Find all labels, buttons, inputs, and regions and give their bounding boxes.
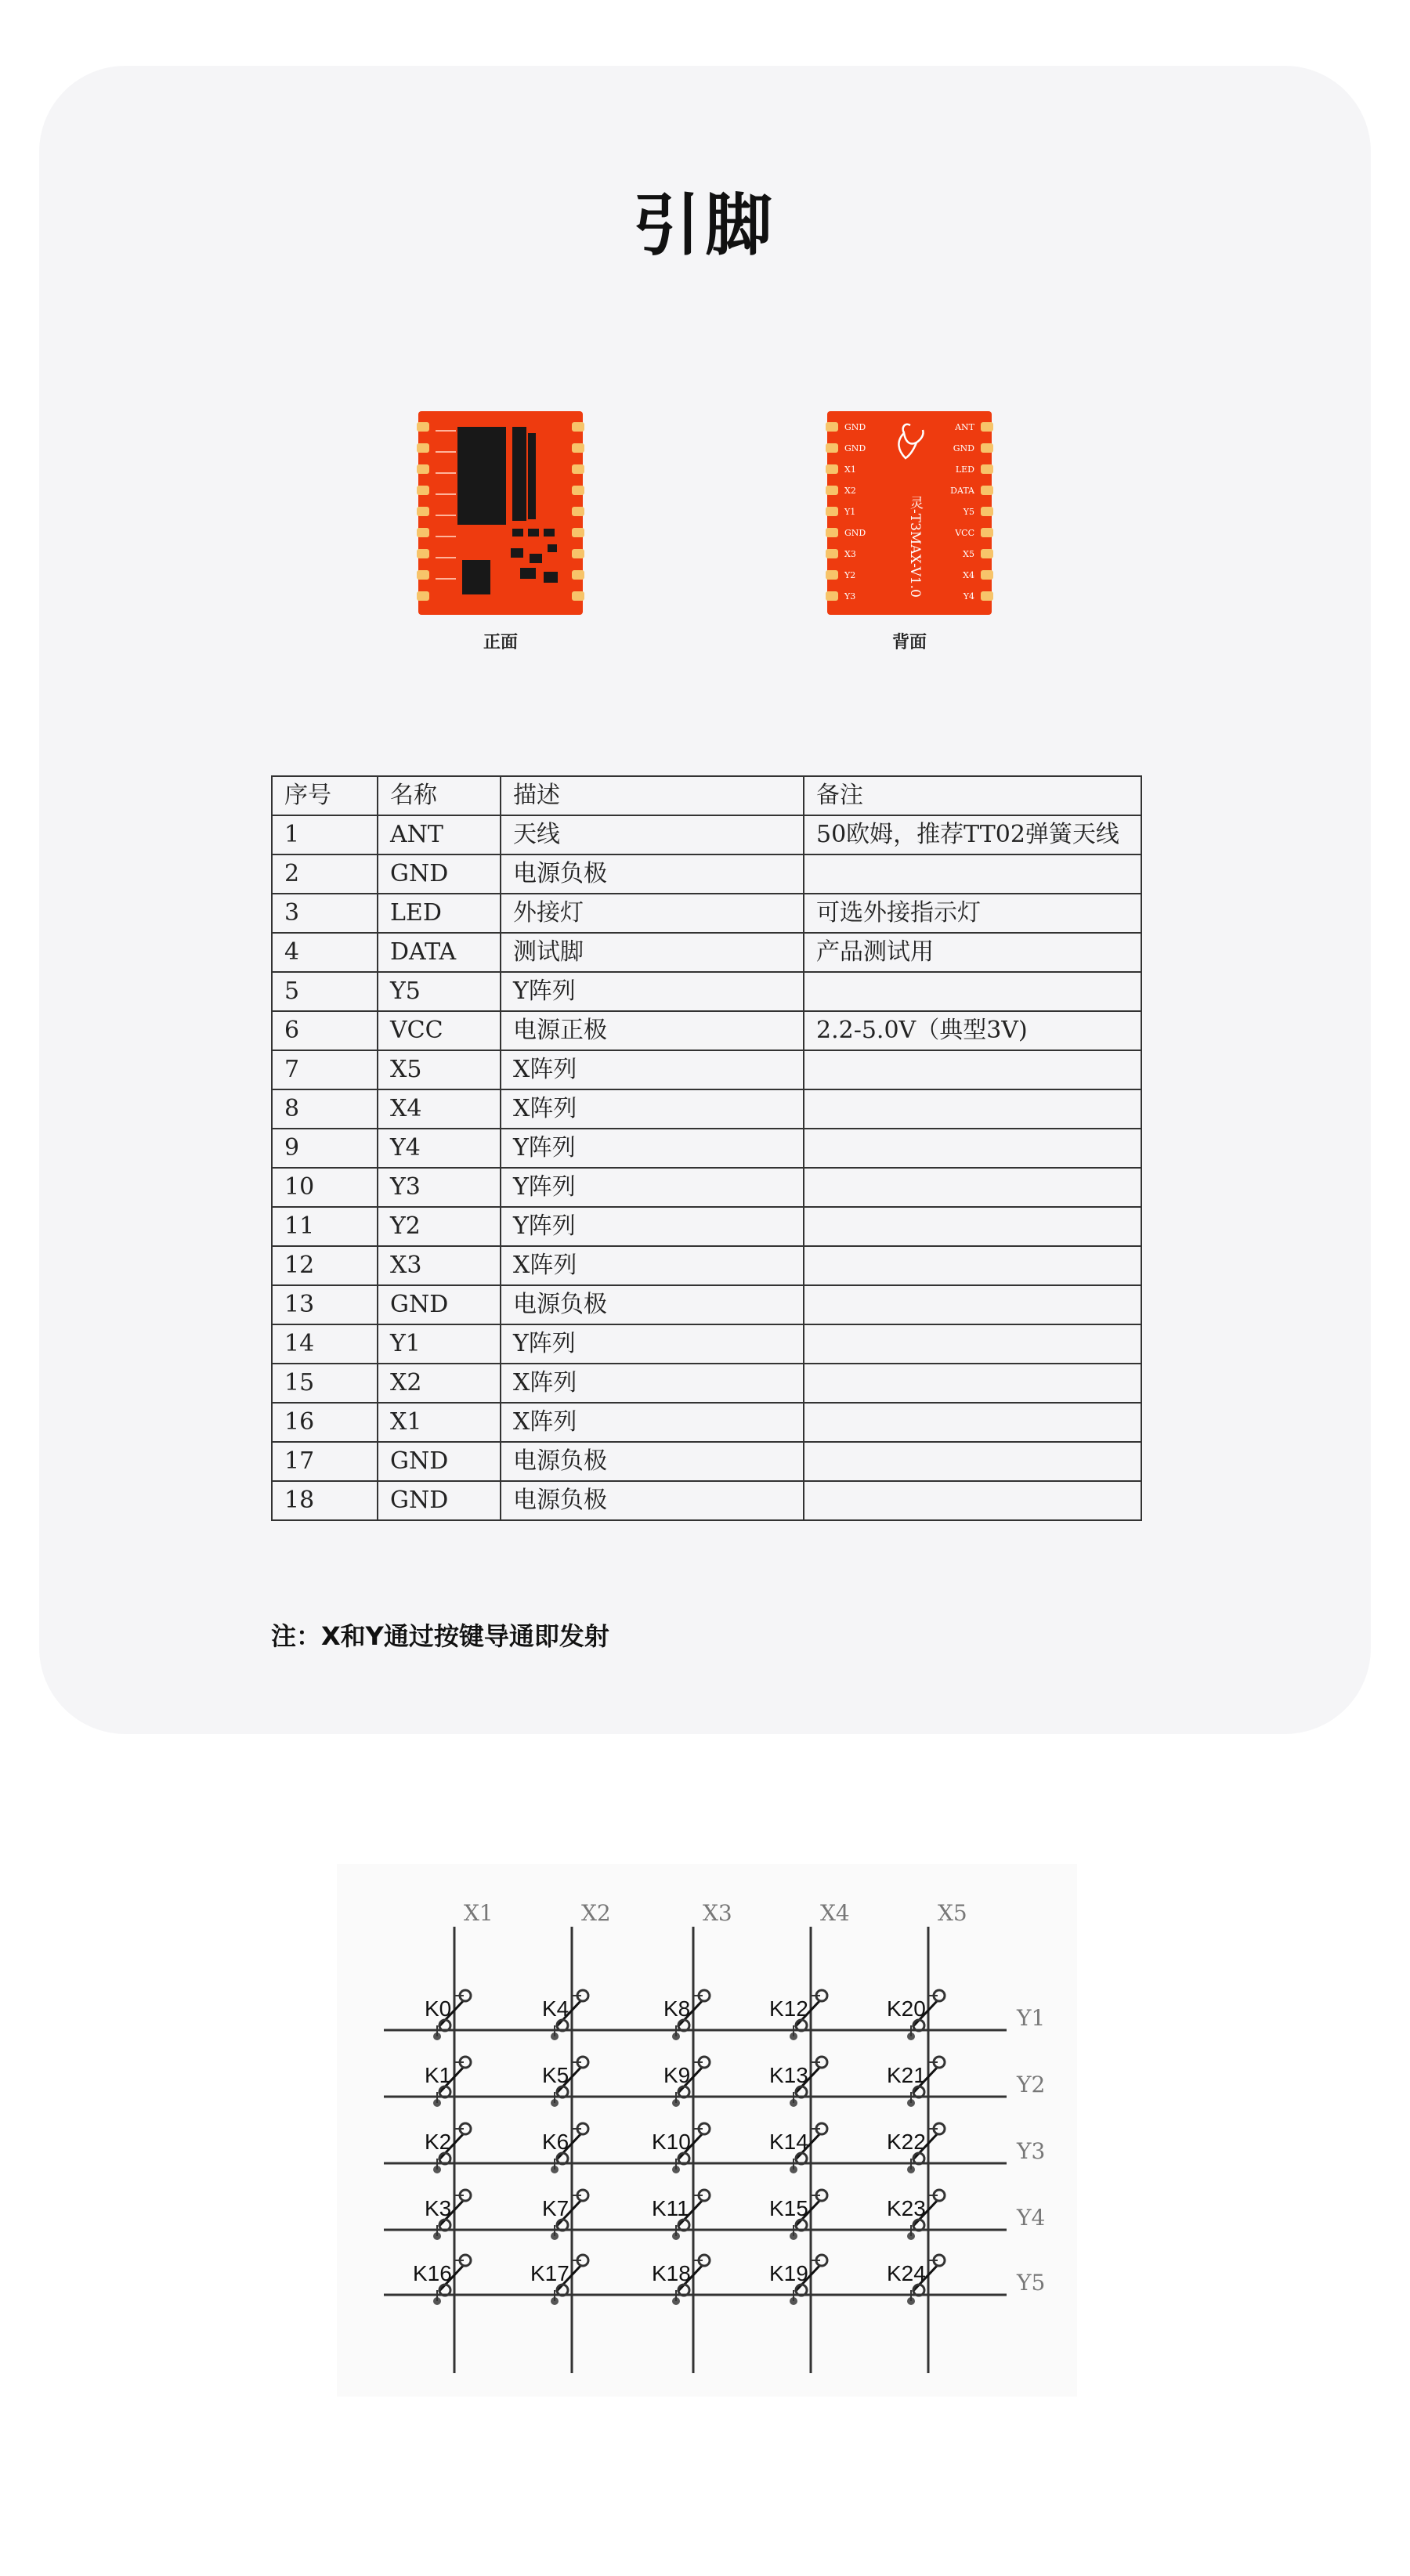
pin-index-cell: 13 [272, 1285, 378, 1324]
silk-label-left: GND [844, 528, 866, 538]
silk-label-left: X2 [844, 486, 856, 496]
table-row [272, 972, 1141, 1011]
silk-label-right: Y5 [963, 507, 974, 517]
pin-remark-cell [804, 972, 1141, 1011]
table-header-row [272, 776, 1141, 815]
pin-remark-cell [804, 1285, 1141, 1324]
table-row [272, 1246, 1141, 1285]
silk-label-left: Y2 [844, 570, 856, 580]
column-label: X5 [938, 1900, 967, 1926]
header-name: 名称 [378, 776, 501, 815]
pin-description-cell: 电源负极 [501, 854, 804, 894]
pin-name-cell: GND [378, 1442, 501, 1481]
pin-description-cell: 电源负极 [501, 1481, 804, 1520]
castellated-pad [572, 591, 584, 601]
key-label: K11 [652, 2196, 689, 2220]
resistor-array [512, 427, 526, 521]
pin-description-cell: 电源负极 [501, 1442, 804, 1481]
row-label: Y2 [1017, 2072, 1046, 2097]
header-description: 描述 [501, 776, 804, 815]
pin-description-cell: 电源负极 [501, 1285, 804, 1324]
key-label: K19 [769, 2261, 808, 2285]
table-row [272, 894, 1141, 933]
key-label: K16 [413, 2261, 452, 2285]
pin-name-cell: Y3 [378, 1168, 501, 1207]
ic-chip [457, 427, 506, 525]
pin-index-cell: 1 [272, 815, 378, 854]
castellated-pad [417, 549, 429, 558]
pin-name-cell: GND [378, 1481, 501, 1520]
table-row [272, 1442, 1141, 1481]
pin-name-cell: Y1 [378, 1324, 501, 1364]
castellated-pad [981, 443, 993, 453]
pin-name-cell: Y5 [378, 972, 501, 1011]
pin-remark-cell [804, 1129, 1141, 1168]
castellated-pad [417, 591, 429, 601]
pin-remark-cell [804, 1207, 1141, 1246]
key-label: K22 [887, 2130, 926, 2154]
pin-description-cell: Y阵列 [501, 972, 804, 1011]
pin-description-cell: X阵列 [501, 1246, 804, 1285]
key-label: K2 [425, 2130, 452, 2154]
key-label: K15 [769, 2196, 808, 2220]
row-label: Y1 [1017, 2005, 1046, 2031]
pin-remark-cell [804, 1481, 1141, 1520]
silk-label-right: DATA [950, 486, 974, 496]
table-row [272, 1089, 1141, 1129]
table-row [272, 1285, 1141, 1324]
pin-name-cell: X3 [378, 1246, 501, 1285]
table-row [272, 1050, 1141, 1089]
pin-name-cell: X2 [378, 1364, 501, 1403]
pin-description-cell: Y阵列 [501, 1129, 804, 1168]
pcb-trace [436, 536, 456, 537]
silk-label-left: Y1 [844, 507, 856, 517]
castellated-pad [417, 528, 429, 537]
castellated-pad [981, 422, 993, 432]
column-label: X1 [464, 1900, 494, 1926]
pin-index-cell: 16 [272, 1403, 378, 1442]
key-label: K20 [887, 1996, 926, 2021]
pcb-trace [436, 472, 456, 474]
module-back-image [827, 411, 992, 615]
pin-name-cell: X4 [378, 1089, 501, 1129]
smd-component [544, 572, 558, 583]
castellated-pad [417, 486, 429, 495]
castellated-pad [826, 507, 838, 516]
pcb-trace [436, 557, 456, 558]
key-label: K8 [663, 1996, 691, 2021]
key-label: K3 [425, 2196, 452, 2220]
pin-remark-cell [804, 1246, 1141, 1285]
silk-label-right: X4 [963, 570, 974, 580]
bird-logo-icon [882, 419, 929, 466]
header-remark: 备注 [804, 776, 1141, 815]
key-label: K23 [887, 2196, 926, 2220]
pin-description-cell: X阵列 [501, 1050, 804, 1089]
pcb-trace [436, 430, 456, 432]
key-label: K9 [663, 2063, 691, 2087]
pin-remark-cell [804, 1364, 1141, 1403]
castellated-pad [981, 549, 993, 558]
pin-remark-cell: 50欧姆，推荐TT02弹簧天线 [804, 815, 1141, 854]
castellated-pad [826, 422, 838, 432]
castellated-pad [572, 507, 584, 516]
pin-remark-cell [804, 854, 1141, 894]
table-row [272, 1481, 1141, 1520]
castellated-pad [572, 549, 584, 558]
silk-label-right: VCC [955, 528, 974, 538]
silk-label-left: Y3 [844, 591, 856, 602]
pin-name-cell: X1 [378, 1403, 501, 1442]
header-index: 序号 [272, 776, 378, 815]
silk-label-right: ANT [955, 422, 974, 432]
table-row [272, 1011, 1141, 1050]
pin-remark-cell: 2.2-5.0V（典型3V) [804, 1011, 1141, 1050]
smd-component [512, 529, 523, 537]
pin-index-cell: 9 [272, 1129, 378, 1168]
silk-label-left: X3 [844, 549, 856, 559]
castellated-pad [826, 570, 838, 580]
key-label: K12 [769, 1996, 808, 2021]
row-label: Y4 [1017, 2205, 1046, 2231]
silk-label-left: X1 [844, 464, 856, 475]
silk-label-left: GND [844, 443, 866, 453]
castellated-pad [826, 443, 838, 453]
matrix-note: 注：X和Y通过按键导通即发射 [271, 1621, 609, 1651]
pin-index-cell: 17 [272, 1442, 378, 1481]
key-label: K21 [887, 2063, 926, 2087]
castellated-pad [981, 528, 993, 537]
table-row [272, 1168, 1141, 1207]
key-label: K6 [542, 2130, 569, 2154]
pin-index-cell: 4 [272, 933, 378, 972]
pin-remark-cell: 产品测试用 [804, 933, 1141, 972]
key-label: K24 [887, 2261, 926, 2285]
pin-remark-cell: 可选外接指示灯 [804, 894, 1141, 933]
module-front-image [418, 411, 583, 615]
resistor-array [528, 433, 536, 519]
pin-remark-cell [804, 1050, 1141, 1089]
smd-component [511, 548, 523, 558]
key-label: K0 [425, 1996, 452, 2021]
castellated-pad [572, 422, 584, 432]
front-caption: 正面 [483, 633, 518, 652]
key-label: K13 [769, 2063, 808, 2087]
pin-name-cell: GND [378, 1285, 501, 1324]
column-label: X4 [820, 1900, 850, 1926]
table-row [272, 933, 1141, 972]
key-matrix-diagram [337, 1864, 1077, 2397]
row-label: Y5 [1017, 2270, 1046, 2296]
castellated-pad [981, 570, 993, 580]
pin-description-cell: 外接灯 [501, 894, 804, 933]
pin-remark-cell [804, 1403, 1141, 1442]
key-label: K10 [652, 2130, 691, 2154]
pin-description-cell: 电源正极 [501, 1011, 804, 1050]
pin-index-cell: 8 [272, 1089, 378, 1129]
pin-index-cell: 12 [272, 1246, 378, 1285]
castellated-pad [417, 507, 429, 516]
pin-description-cell: X阵列 [501, 1403, 804, 1442]
key-label: K7 [542, 2196, 569, 2220]
pin-description-cell: 测试脚 [501, 933, 804, 972]
page-title: 引脚 [633, 186, 777, 265]
pin-index-cell: 15 [272, 1364, 378, 1403]
key-label: K14 [769, 2130, 808, 2154]
silk-label-right: X5 [963, 549, 974, 559]
pin-table [271, 775, 1142, 1521]
castellated-pad [572, 486, 584, 495]
table-row [272, 854, 1141, 894]
pin-index-cell: 18 [272, 1481, 378, 1520]
castellated-pad [417, 464, 429, 474]
castellated-pad [826, 486, 838, 495]
castellated-pad [572, 528, 584, 537]
castellated-pad [417, 443, 429, 453]
crystal [462, 560, 490, 594]
castellated-pad [826, 528, 838, 537]
key-label: K18 [652, 2261, 691, 2285]
pin-index-cell: 3 [272, 894, 378, 933]
pin-name-cell: ANT [378, 815, 501, 854]
pin-description-cell: Y阵列 [501, 1168, 804, 1207]
column-label: X2 [581, 1900, 611, 1926]
castellated-pad [572, 443, 584, 453]
key-label: K5 [542, 2063, 569, 2087]
key-label: K1 [425, 2063, 452, 2087]
pin-name-cell: DATA [378, 933, 501, 972]
row-label: Y3 [1017, 2138, 1046, 2164]
pin-remark-cell [804, 1089, 1141, 1129]
castellated-pad [981, 486, 993, 495]
castellated-pad [981, 591, 993, 601]
castellated-pad [572, 570, 584, 580]
pin-index-cell: 14 [272, 1324, 378, 1364]
pcb-trace [436, 578, 456, 580]
silk-label-right: GND [953, 443, 974, 453]
pcb-trace [436, 515, 456, 516]
smd-component [528, 529, 539, 537]
pin-index-cell: 2 [272, 854, 378, 894]
silk-label-left: GND [844, 422, 866, 432]
pcb-trace [436, 451, 456, 453]
smd-component [544, 529, 555, 537]
pin-name-cell: VCC [378, 1011, 501, 1050]
castellated-pad [417, 422, 429, 432]
column-label: X3 [703, 1900, 732, 1926]
pin-description-cell: X阵列 [501, 1364, 804, 1403]
pin-name-cell: Y4 [378, 1129, 501, 1168]
table-row [272, 1207, 1141, 1246]
table-row [272, 1403, 1141, 1442]
pin-description-cell: 天线 [501, 815, 804, 854]
silk-label-right: Y4 [963, 591, 974, 602]
pin-remark-cell [804, 1168, 1141, 1207]
table-row [272, 1129, 1141, 1168]
table-row [272, 815, 1141, 854]
castellated-pad [826, 464, 838, 474]
castellated-pad [572, 464, 584, 474]
key-label: K4 [542, 1996, 569, 2021]
pin-name-cell: GND [378, 854, 501, 894]
pin-index-cell: 5 [272, 972, 378, 1011]
smd-component [530, 554, 542, 563]
castellated-pad [981, 507, 993, 516]
castellated-pad [826, 549, 838, 558]
castellated-pad [981, 464, 993, 474]
key-label: K17 [530, 2261, 569, 2285]
pin-remark-cell [804, 1442, 1141, 1481]
pin-description-cell: Y阵列 [501, 1207, 804, 1246]
pin-index-cell: 6 [272, 1011, 378, 1050]
table-row [272, 1324, 1141, 1364]
castellated-pad [417, 570, 429, 580]
pcb-trace [436, 493, 456, 495]
board-model-text: 灵-T3MAX-V1.0 [907, 496, 923, 598]
pin-remark-cell [804, 1324, 1141, 1364]
table-row [272, 1364, 1141, 1403]
pin-index-cell: 10 [272, 1168, 378, 1207]
castellated-pad [826, 591, 838, 601]
back-caption: 背面 [891, 633, 927, 652]
pin-index-cell: 11 [272, 1207, 378, 1246]
silk-label-right: LED [955, 464, 974, 475]
pin-name-cell: Y2 [378, 1207, 501, 1246]
pin-name-cell: X5 [378, 1050, 501, 1089]
smd-component [520, 568, 536, 579]
pin-name-cell: LED [378, 894, 501, 933]
pin-index-cell: 7 [272, 1050, 378, 1089]
pin-description-cell: X阵列 [501, 1089, 804, 1129]
pin-description-cell: Y阵列 [501, 1324, 804, 1364]
smd-component [548, 544, 557, 552]
